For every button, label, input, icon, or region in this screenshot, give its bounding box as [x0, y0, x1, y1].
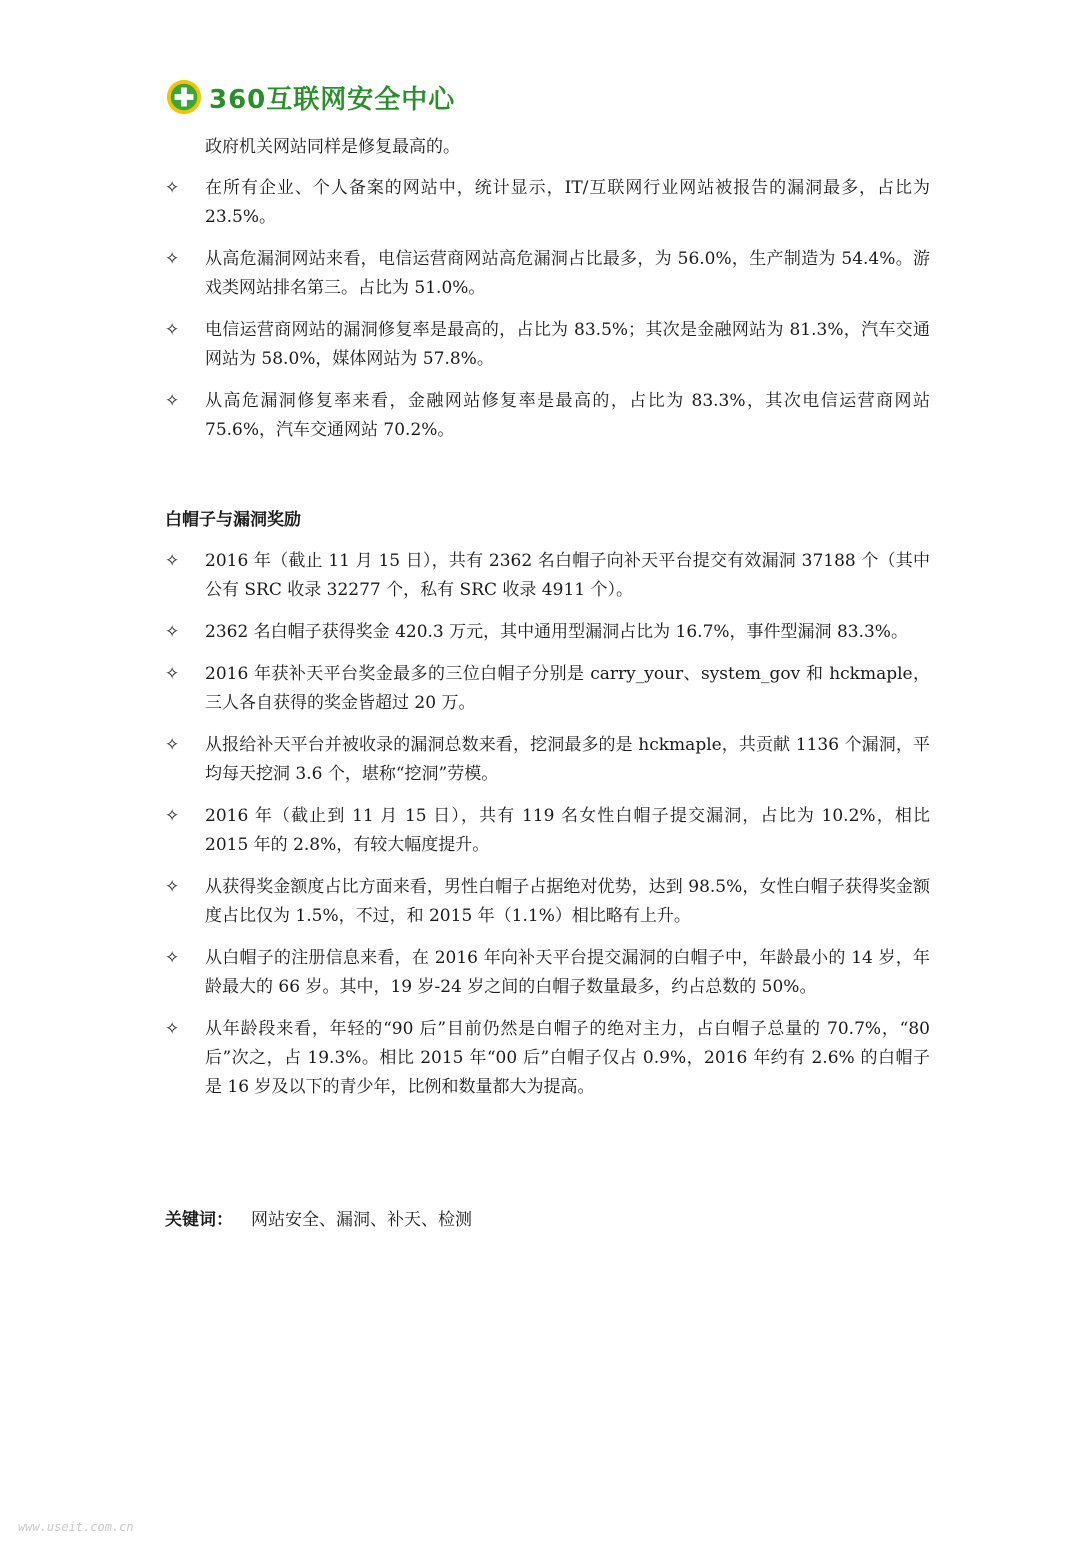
list-item [165, 618, 930, 647]
section-title: 白帽子与漏洞奖励 [165, 510, 301, 530]
diamond-bullet-icon: ✧ [165, 391, 180, 411]
diamond-bullet-icon: ✧ [165, 877, 180, 897]
list-item [165, 660, 930, 718]
list-item [165, 174, 930, 232]
list-item [165, 944, 930, 1002]
list-item-text: 电信运营商网站的漏洞修复率是最高的，占比为 83.5%；其次是金融网站为 81.3%，汽车交通网站为 58.0%，媒体网站为 57.8%。 [205, 320, 930, 369]
diamond-bullet-icon: ✧ [165, 735, 180, 755]
list-item [165, 245, 930, 303]
list-item [165, 1015, 930, 1102]
diamond-bullet-icon: ✧ [165, 664, 180, 684]
diamond-bullet-icon: ✧ [165, 1019, 180, 1039]
diamond-bullet-icon: ✧ [165, 178, 180, 198]
list-item-text: 从年龄段来看，年轻的“90 后”目前仍然是白帽子的绝对主力，占白帽子总量的 70.7%，“80 后”次之，占 19.3%。相比 2015 年“00 后”白帽子仅占 0.9%，2016 年约有 2.6% 的白帽子是 16 岁及以下的青少年，比例和数量都大为提高。 [205, 1019, 930, 1097]
list-item-text: 在所有企业、个人备案的网站中，统计显示，IT/互联网行业网站被报告的漏洞最多，占比为 23.5%。 [205, 178, 930, 227]
diamond-bullet-icon: ✧ [165, 551, 180, 571]
keywords-label: 关键词： [165, 1210, 233, 1230]
list-item [165, 802, 930, 860]
keywords-line [165, 1206, 472, 1235]
diamond-bullet-icon: ✧ [165, 948, 180, 968]
keywords-value: 网站安全、漏洞、补天、检测 [251, 1210, 472, 1230]
list-item [165, 316, 930, 374]
diamond-bullet-icon: ✧ [165, 249, 180, 269]
header-logo [165, 78, 455, 116]
list-item [165, 547, 930, 605]
logo-text: 360互联网安全中心 [209, 84, 456, 115]
list-item-text: 从报给补天平台并被收录的漏洞总数来看，挖洞最多的是 hckmaple，共贡献 1136 个漏洞，平均每天挖洞 3.6 个，堪称“挖洞”劳模。 [205, 735, 930, 784]
diamond-bullet-icon: ✧ [165, 806, 180, 826]
list-item-text: 2016 年（截止到 11 月 15 日），共有 119 名女性白帽子提交漏洞，占比为 10.2%，相比 2015 年的 2.8%，有较大幅度提升。 [205, 806, 930, 855]
diamond-bullet-icon: ✧ [165, 320, 180, 340]
list-item-text: 从获得奖金额度占比方面来看，男性白帽子占据绝对优势，达到 98.5%，女性白帽子获得奖金额度占比仅为 1.5%，不过，和 2015 年（1.1%）相比略有上升。 [205, 877, 930, 926]
list-item [165, 873, 930, 931]
list-item [165, 731, 930, 789]
list-item-text: 2016 年获补天平台奖金最多的三位白帽子分别是 carry_your、system_gov 和 hckmaple，三人各自获得的奖金皆超过 20 万。 [205, 664, 930, 713]
list-item-text: 2016 年（截止 11 月 15 日），共有 2362 名白帽子向补天平台提交有效漏洞 37188 个（其中公有 SRC 收录 32277 个，私有 SRC 收录 4911 个）。 [205, 551, 930, 600]
bullet-list-section1 [165, 174, 930, 458]
diamond-bullet-icon: ✧ [165, 622, 180, 642]
list-item-text: 从高危漏洞网站来看，电信运营商网站高危漏洞占比最多，为 56.0%，生产制造为 54.4%。游戏类网站排名第三。占比为 51.0%。 [205, 249, 930, 298]
list-item-text: 从高危漏洞修复率来看，金融网站修复率是最高的，占比为 83.3%，其次电信运营商网站 75.6%，汽车交通网站 70.2%。 [205, 391, 930, 440]
360-shield-icon [165, 78, 203, 116]
watermark: www.useit.com.cn [18, 1520, 134, 1534]
list-item-text: 从白帽子的注册信息来看，在 2016 年向补天平台提交漏洞的白帽子中，年龄最小的 14 岁，年龄最大的 66 岁。其中，19 岁-24 岁之间的白帽子数量最多，约占总数的 50%。 [205, 948, 930, 997]
list-item-text: 2362 名白帽子获得奖金 420.3 万元，其中通用型漏洞占比为 16.7%，事件型漏洞 83.3%。 [205, 622, 908, 642]
intro-continuation: 政府机关网站同样是修复最高的。 [205, 137, 460, 157]
list-item [165, 387, 930, 445]
bullet-list-section2 [165, 547, 930, 1115]
